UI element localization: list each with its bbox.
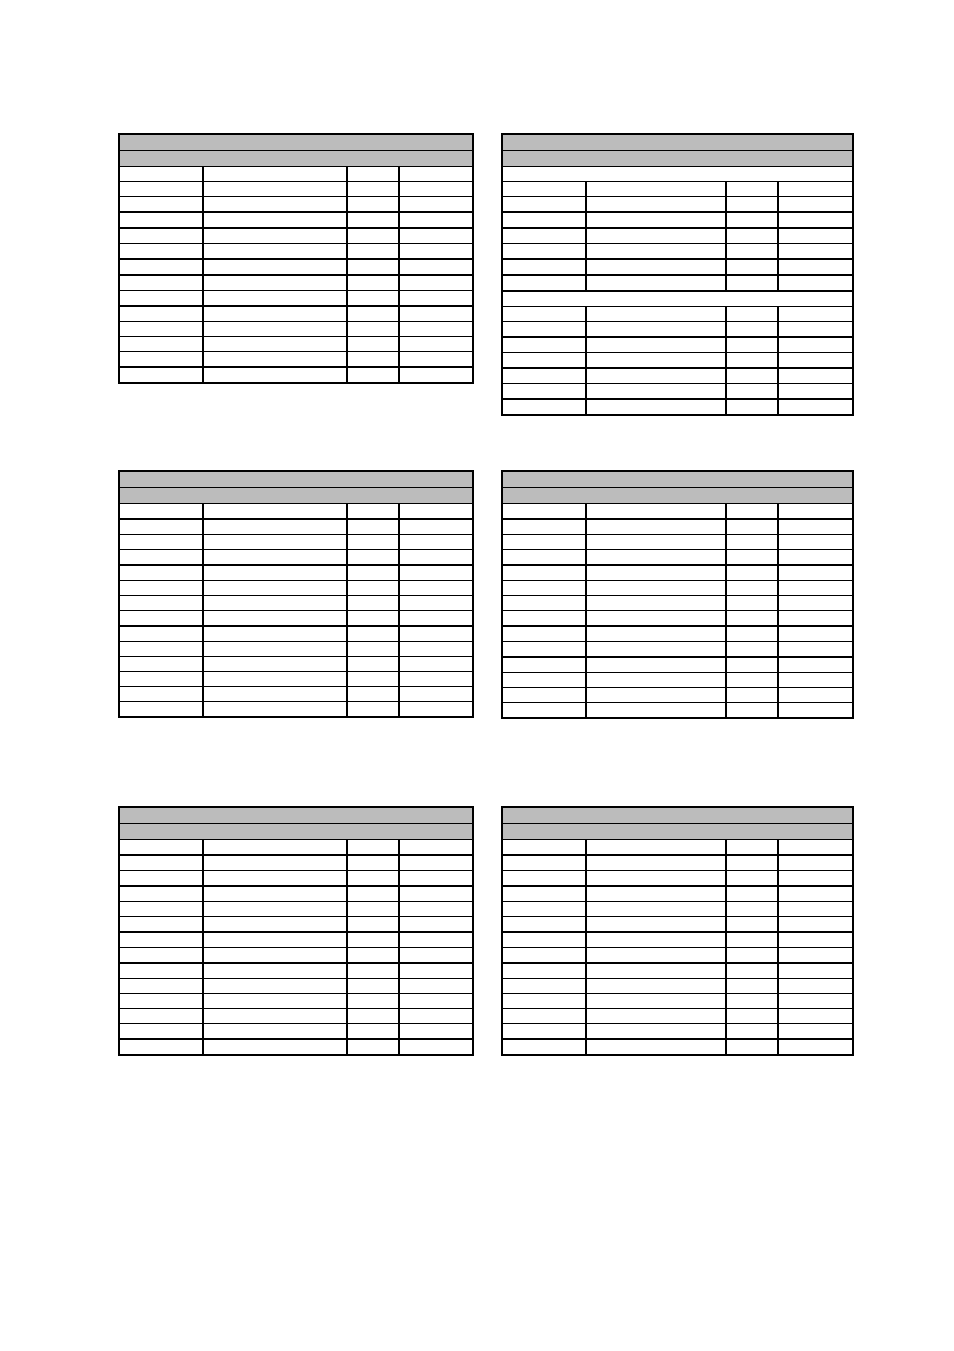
table-row (119, 963, 473, 979)
table-bottom-right (501, 806, 854, 1056)
table-row (502, 337, 853, 353)
table-row (119, 886, 473, 902)
table-row (119, 322, 473, 337)
header-row (119, 134, 473, 151)
header-row (502, 488, 853, 504)
table-row (119, 1024, 473, 1040)
table-row (119, 917, 473, 933)
table-top-right (501, 133, 854, 416)
table-row (502, 596, 853, 611)
table-row (502, 307, 853, 322)
header-row (502, 151, 853, 167)
table-row (119, 948, 473, 964)
table-row (119, 367, 473, 383)
table-row (119, 932, 473, 948)
table-row (502, 1024, 853, 1040)
table-row (119, 626, 473, 642)
table-row (119, 244, 473, 260)
table-row (502, 932, 853, 948)
table-row (119, 672, 473, 687)
table-row (119, 657, 473, 672)
table-row (502, 275, 853, 291)
table-row (119, 1039, 473, 1055)
table-row (119, 337, 473, 352)
header-cell (119, 488, 473, 504)
table-row (119, 519, 473, 535)
table-row (119, 535, 473, 550)
table-row (502, 840, 853, 856)
section-row (502, 291, 853, 307)
table-row (502, 1009, 853, 1024)
table-row (119, 840, 473, 856)
table-row (502, 979, 853, 994)
table-row (119, 504, 473, 520)
table-row (119, 306, 473, 322)
table-row (502, 535, 853, 550)
table-row (502, 259, 853, 275)
header-cell (502, 807, 853, 824)
table-row (502, 182, 853, 197)
table-row (502, 504, 853, 520)
table-row (502, 871, 853, 887)
table-row (502, 917, 853, 933)
table-row (502, 353, 853, 369)
table-row (119, 1009, 473, 1024)
table-row (119, 550, 473, 566)
table-row (502, 642, 853, 658)
header-cell (119, 824, 473, 840)
table-row (119, 565, 473, 581)
table-row (119, 596, 473, 611)
table-row (502, 673, 853, 688)
header-cell (502, 134, 853, 151)
header-row (119, 824, 473, 840)
table-row (502, 963, 853, 979)
section-row (502, 167, 853, 182)
header-cell (119, 471, 473, 488)
table-row (502, 948, 853, 964)
table-row (502, 244, 853, 260)
table-row (119, 182, 473, 197)
table-row (502, 902, 853, 917)
table-row (119, 291, 473, 307)
header-cell (502, 488, 853, 504)
header-row (502, 471, 853, 488)
table-row (502, 322, 853, 338)
table-row (502, 626, 853, 642)
table-middle-left (118, 470, 474, 718)
header-row (119, 471, 473, 488)
header-row (502, 807, 853, 824)
table-row (119, 855, 473, 871)
table-row (119, 994, 473, 1009)
table-row (119, 702, 473, 718)
header-row (119, 151, 473, 167)
table-row (119, 275, 473, 291)
table-row (502, 228, 853, 244)
table-row (119, 228, 473, 244)
header-cell (119, 807, 473, 824)
table-row (502, 886, 853, 902)
header-cell (502, 824, 853, 840)
table-row (119, 197, 473, 213)
header-cell (502, 471, 853, 488)
table-row (502, 994, 853, 1009)
table-row (119, 611, 473, 627)
table-row (502, 688, 853, 703)
table-row (119, 581, 473, 596)
table-row (502, 1039, 853, 1055)
table-bottom-left (118, 806, 474, 1056)
table-row (119, 687, 473, 702)
table-row (119, 212, 473, 228)
header-cell (119, 134, 473, 151)
table-row (119, 902, 473, 917)
table-top-left (118, 133, 474, 384)
table-row (119, 642, 473, 657)
table-row (502, 197, 853, 213)
table-row (502, 399, 853, 415)
table-row (502, 384, 853, 400)
table-row (502, 519, 853, 535)
table-row (502, 368, 853, 384)
header-row (502, 824, 853, 840)
header-cell (119, 151, 473, 167)
header-row (502, 134, 853, 151)
table-row (119, 871, 473, 887)
table-row (502, 611, 853, 627)
table-row (119, 167, 473, 182)
table-row (119, 352, 473, 368)
table-row (502, 212, 853, 228)
table-middle-right (501, 470, 854, 719)
table-row (502, 550, 853, 566)
table-row (119, 979, 473, 994)
header-row (119, 807, 473, 824)
table-row (502, 581, 853, 596)
table-row (119, 259, 473, 275)
table-row (502, 703, 853, 719)
header-row (119, 488, 473, 504)
table-row (502, 855, 853, 871)
table-row (502, 565, 853, 581)
table-row (502, 657, 853, 673)
header-cell (502, 151, 853, 167)
